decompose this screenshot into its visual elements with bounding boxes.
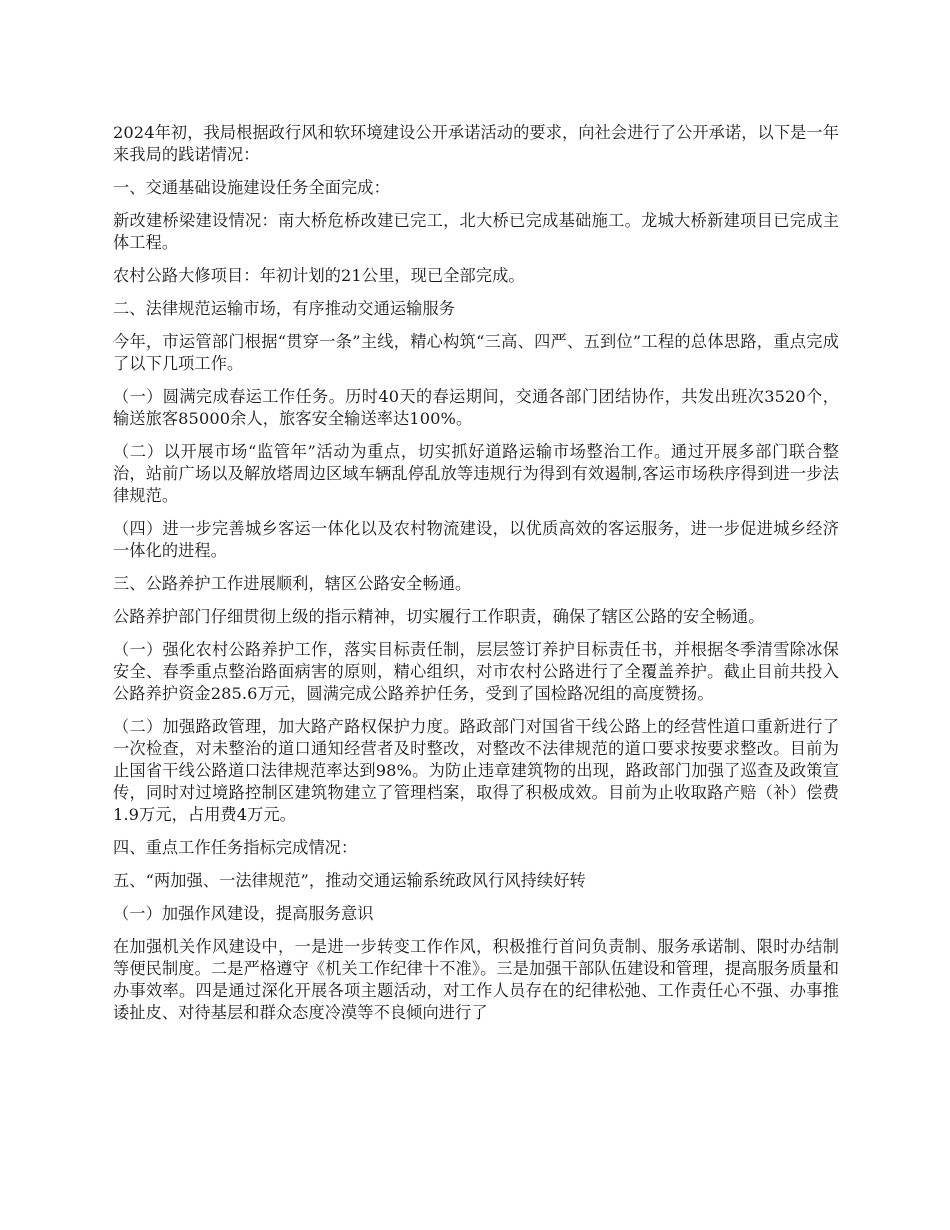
section-heading-1: 一、交通基础设施建设任务全面完成：	[113, 178, 390, 197]
transport-market-paragraph: 今年，市运管部门根据“贯穿一条”主线，精心构筑“三高、四严、五到位”工程的总体思路，重点完成了以下几项工作。	[113, 332, 839, 373]
bridge-construction-paragraph: 新改建桥梁建设情况：南大桥危桥改建已完工，北大桥已完成基础施工。龙城大桥新建项目已完成主体工程。	[113, 211, 839, 252]
road-administration-paragraph: （二）加强路政管理，加大路产路权保护力度。路政部门对国省干线公路上的经营性道口重新进行了一次检查，对未整治的道口通知经营者及时整改，对整改不法律规范的道口要求按要求整改。目前为止国省干线公路道口法律规范率达到98%。为防止违章建筑物的出现，路政部门加强了巡查及政策宣传，同时对过境路控制区建筑物建立了管理档案，取得了积极成效。目前为止收取路产赔（补）偿费1.9万元，占用费4万元。	[113, 717, 839, 824]
subsection-heading: （一）加强作风建设，提高服务意识	[113, 904, 374, 923]
spring-transport-paragraph: （一）圆满完成春运工作任务。历时40天的春运期间，交通各部门团结协作，共发出班次3520个，输送旅客85000余人，旅客安全输送率达100%。	[113, 387, 839, 428]
intro-paragraph: 2024年初，我局根据政行风和软环境建设公开承诺活动的要求，向社会进行了公开承诺，以下是一年来我局的践诺情况：	[113, 123, 839, 164]
rural-maintenance-paragraph: （一）强化农村公路养护工作，落实目标责任制，层层签订养护目标责任书，并根据冬季清雪除冰保安全、春季重点整治路面病害的原则，精心组织，对市农村公路进行了全覆盖养护。截止目前共投入公路养护资金285.6万元，圆满完成公路养护任务，受到了国检路况组的高度赞扬。	[113, 640, 839, 703]
urban-rural-paragraph: （四）进一步完善城乡客运一体化以及农村物流建设，以优质高效的客运服务，进一步促进城乡经济一体化的进程。	[113, 519, 839, 560]
market-regulation-paragraph: （二）以开展市场“监管年”活动为重点，切实抓好道路运输市场整治工作。通过开展多部门联合整治，站前广场以及解放塔周边区域车辆乱停乱放等违规行为得到有效遏制,客运市场秩序得到进一步法律规范。	[113, 442, 839, 505]
section-heading-5: 五、“两加强、一法律规范”，推动交通运输系统政风行风持续好转	[113, 871, 586, 890]
work-style-paragraph: 在加强机关作风建设中，一是进一步转变工作作风，积极推行首问负责制、服务承诺制、限时办结制等便民制度。二是严格遵守《机关工作纪律十不准》。三是加强干部队伍建设和管理，提高服务质量和办事效率。四是通过深化开展各项主题活动，对工作人员存在的纪律松弛、工作责任心不强、办事推诿扯皮、对待基层和群众态度冷漠等不良倾向进行了	[113, 937, 839, 1022]
rural-road-paragraph: 农村公路大修项目：年初计划的21公里，现已全部完成。	[113, 266, 525, 285]
section-heading-2: 二、法律规范运输市场，有序推动交通运输服务	[113, 299, 456, 318]
document-body	[113, 122, 839, 1035]
road-maintenance-paragraph: 公路养护部门仔细贯彻上级的指示精神，切实履行工作职责，确保了辖区公路的安全畅通。	[113, 607, 765, 626]
section-heading-3: 三、公路养护工作进展顺利，辖区公路安全畅通。	[113, 574, 472, 593]
section-heading-4: 四、重点工作任务指标完成情况：	[113, 838, 358, 857]
